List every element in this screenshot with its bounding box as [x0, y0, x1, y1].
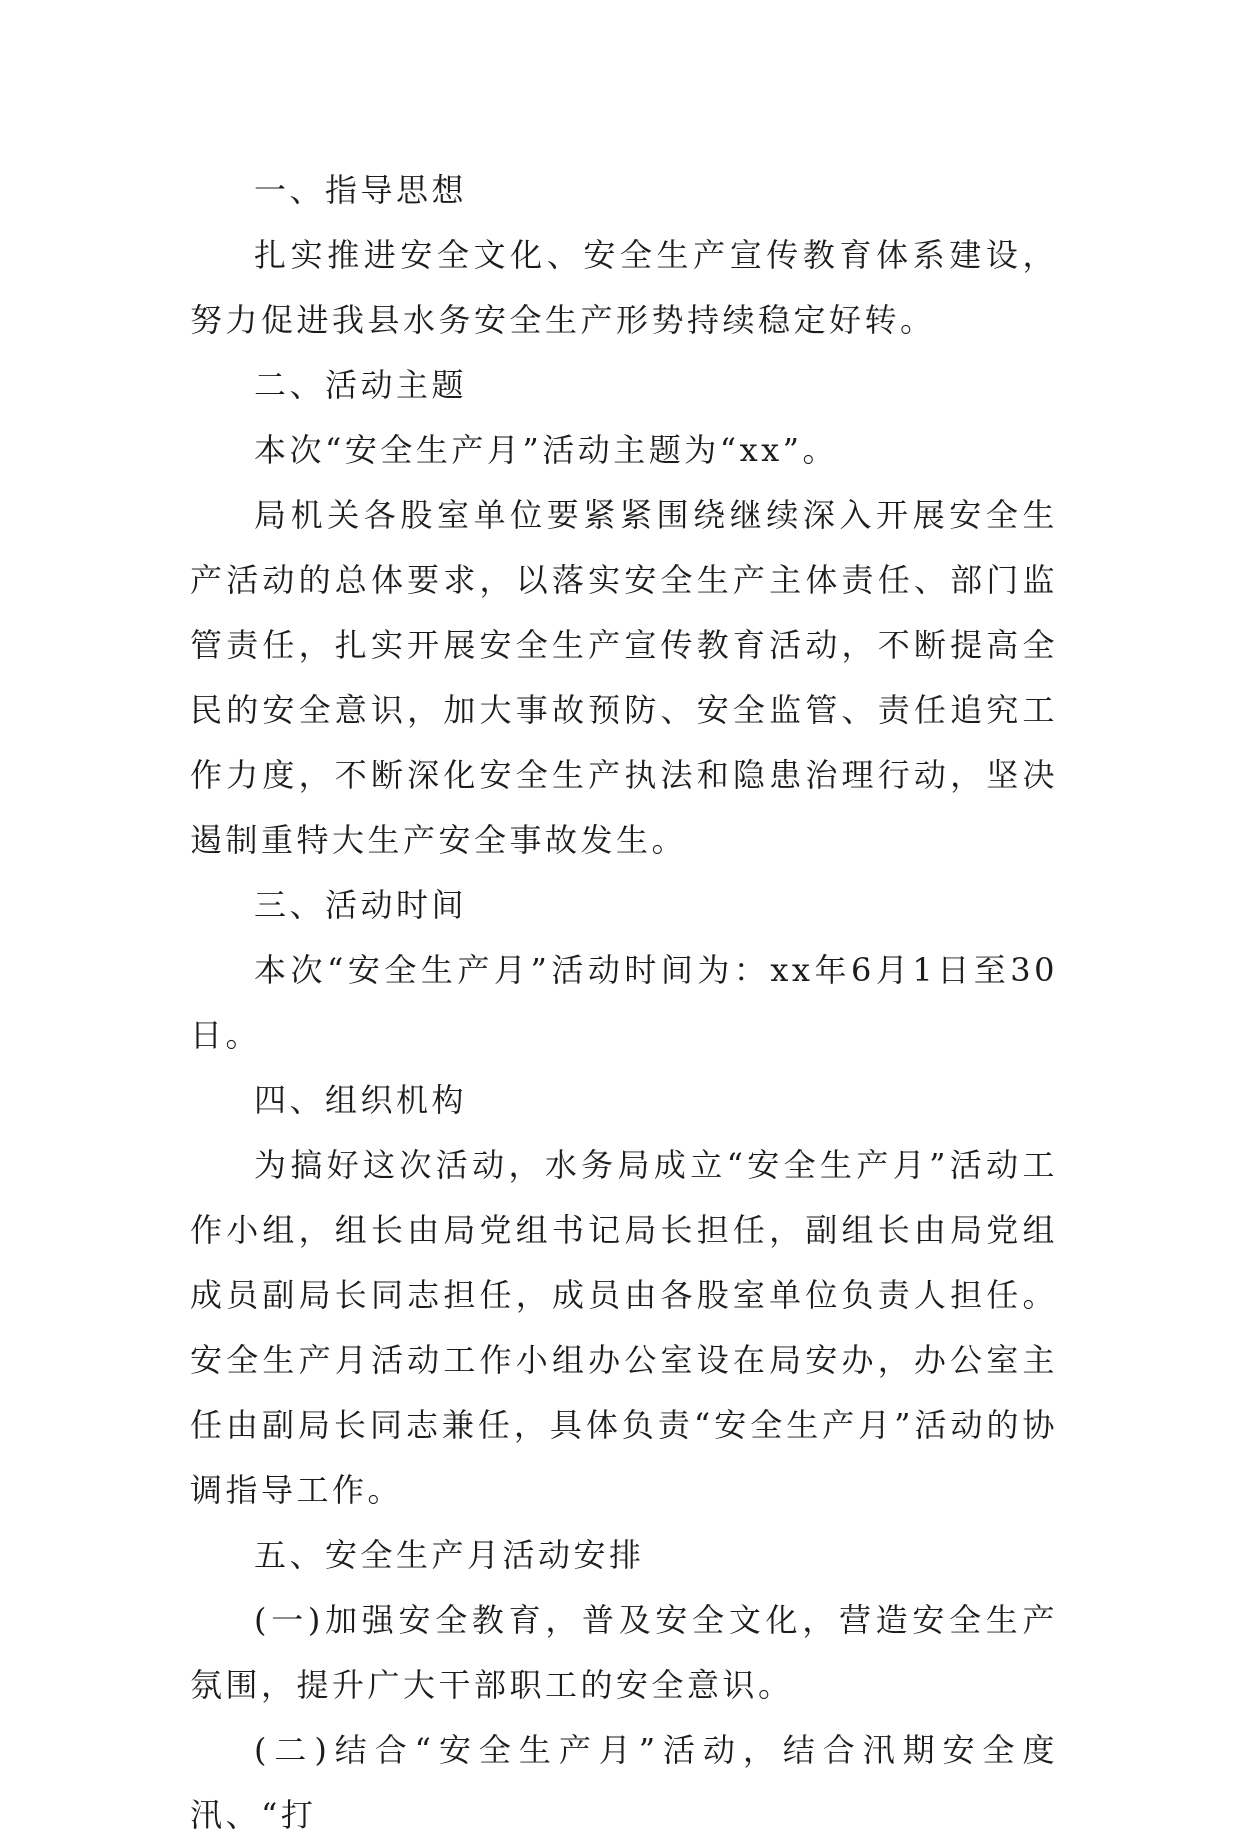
heading-activity-time: 三、活动时间	[254, 886, 468, 924]
paragraph-arrangement-2: (二)结合“安全生产月”活动，结合汛期安全度汛、“打	[190, 1731, 1058, 1834]
paragraph-requirements: 局机关各股室单位要紧紧围绕继续深入开展安全生产活动的总体要求，以落实安全生产主体责任、部门监管责任，扎实开展安全生产宣传教育活动，不断提高全民的安全意识，加大事故预防、安全监管、责任追究工作力度，不断深化安全生产执法和隐患治理行动，坚决遏制重特大生产安全事故发生。	[190, 496, 1058, 859]
document-body	[190, 158, 1058, 1848]
paragraph-activity-theme: 本次“安全生产月”活动主题为“xx”。	[254, 431, 839, 469]
heading-organization: 四、组织机构	[254, 1081, 468, 1119]
paragraph-arrangement-1: (一)加强安全教育，普及安全文化，营造安全生产氛围，提升广大干部职工的安全意识。	[190, 1601, 1058, 1704]
paragraph-guiding-ideology: 扎实推进安全文化、安全生产宣传教育体系建设，努力促进我县水务安全生产形势持续稳定好转。	[190, 236, 1058, 339]
paragraph-activity-time: 本次“安全生产月”活动时间为：xx年6月1日至30日。	[190, 951, 1058, 1054]
heading-activity-theme: 二、活动主题	[254, 366, 468, 404]
paragraph-organization: 为搞好这次活动，水务局成立“安全生产月”活动工作小组，组长由局党组书记局长担任，副组长由局党组成员副局长同志担任，成员由各股室单位负责人担任。安全生产月活动工作小组办公室设在局安办，办公室主任由副局长同志兼任，具体负责“安全生产月”活动的协调指导工作。	[190, 1146, 1058, 1509]
heading-guiding-ideology: 一、指导思想	[254, 171, 468, 209]
heading-arrangements: 五、安全生产月活动安排	[254, 1536, 645, 1574]
